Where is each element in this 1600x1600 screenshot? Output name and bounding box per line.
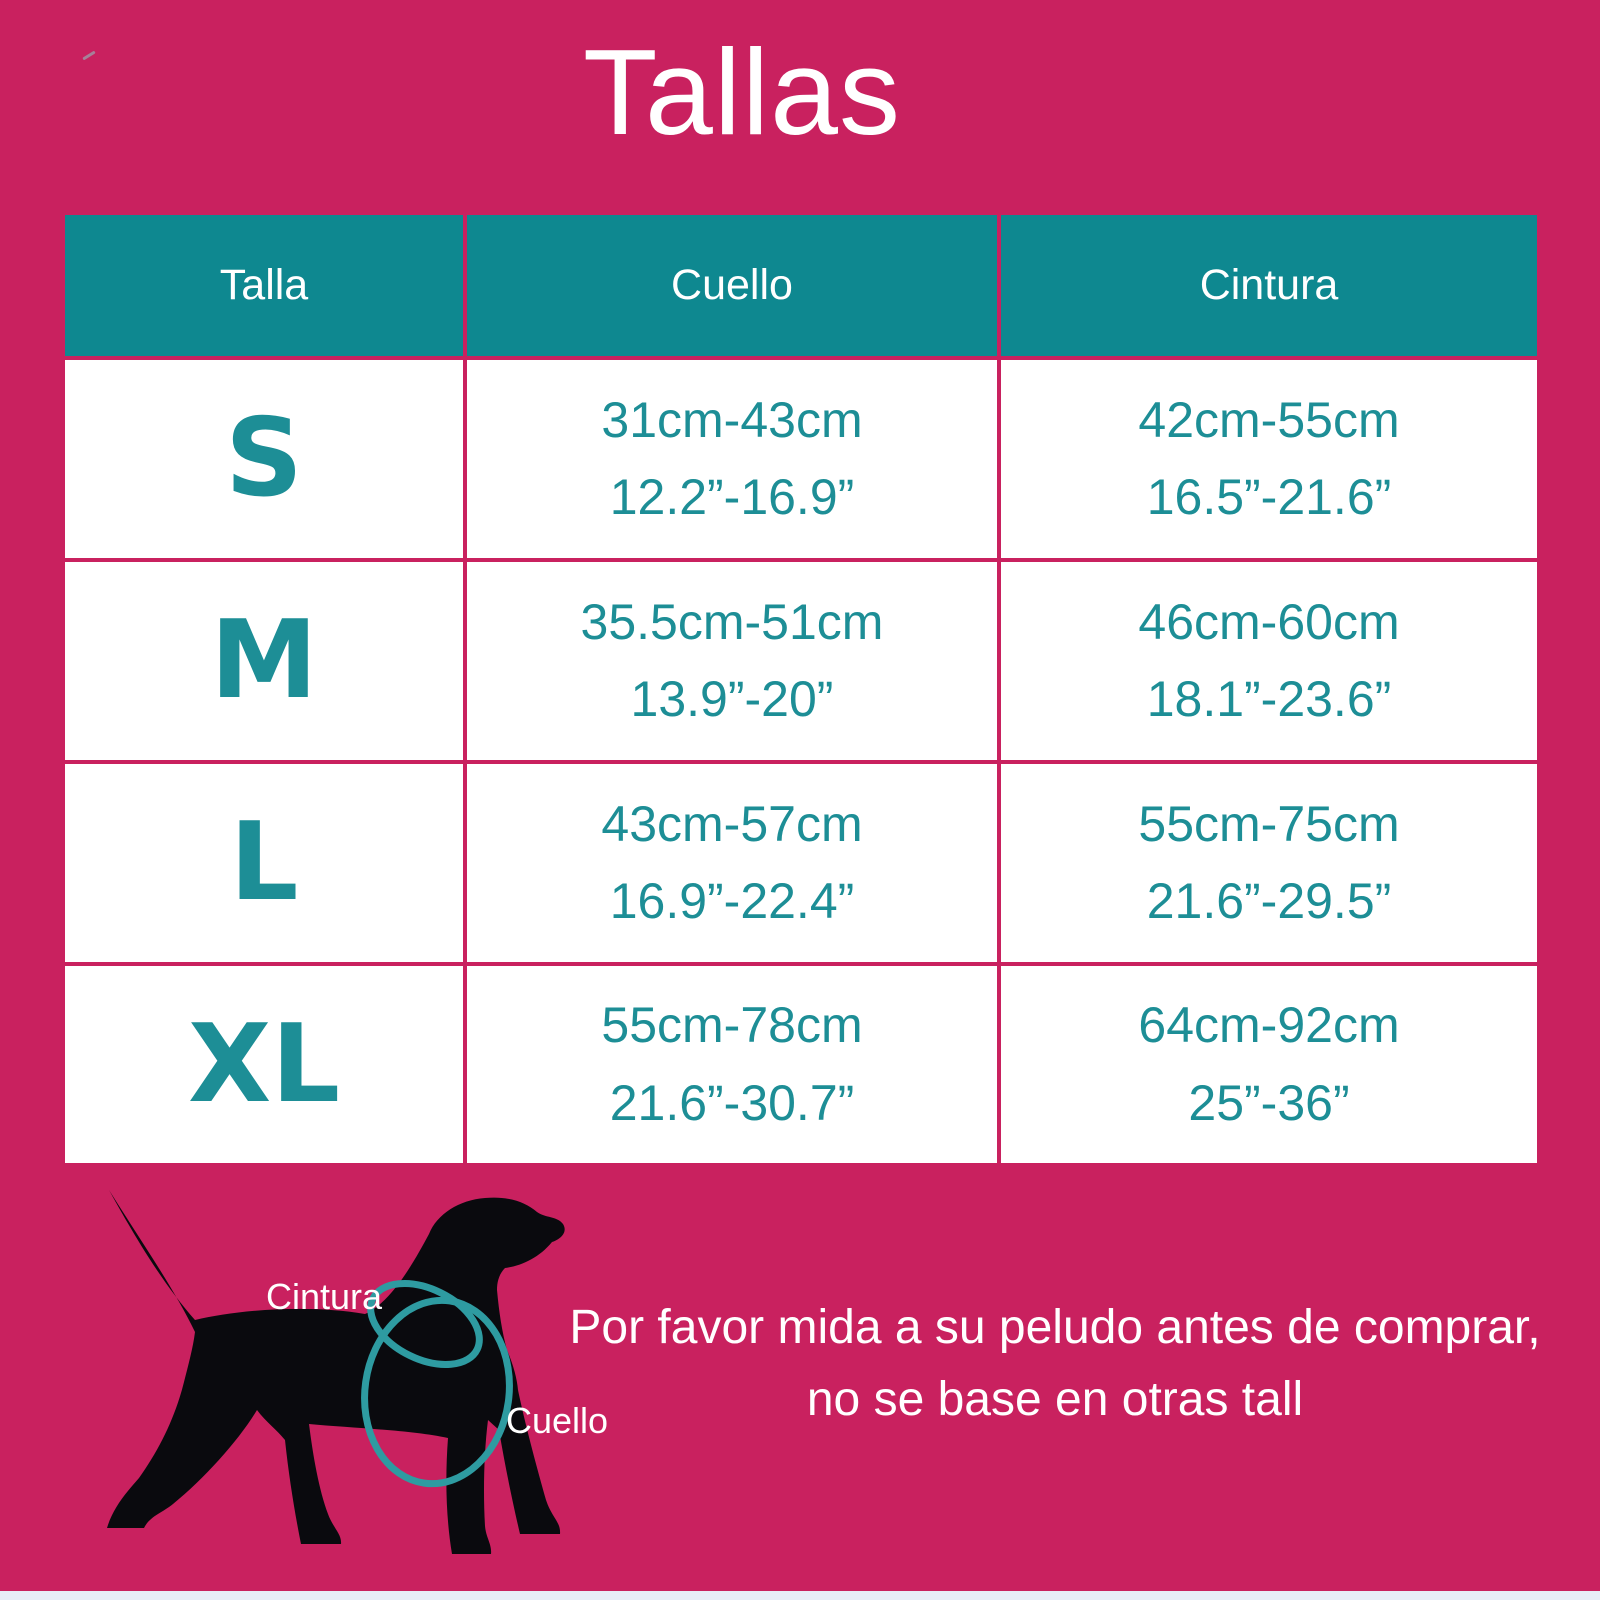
cuello-in-value: 16.9”-22.4” bbox=[609, 873, 855, 929]
size-letter-xl: XL bbox=[187, 1001, 341, 1127]
size-letter-s: S bbox=[225, 396, 303, 521]
column-header-cuello: Cuello bbox=[467, 215, 997, 356]
column-header-cintura: Cintura bbox=[1001, 215, 1537, 356]
table-row-s-cintura-cell bbox=[1001, 360, 1537, 558]
table-row-m-cuello-cell bbox=[467, 562, 997, 760]
table-row-l-cuello-cell bbox=[467, 764, 997, 962]
table-row-l-size-cell bbox=[65, 764, 463, 962]
size-letter-l: L bbox=[229, 800, 299, 925]
dog-silhouette bbox=[107, 1190, 565, 1554]
cuello-cm-value: 55cm-78cm bbox=[601, 997, 863, 1053]
size-letter-m: M bbox=[210, 598, 318, 723]
table-row-s-size-cell bbox=[65, 360, 463, 558]
cintura-in-value: 16.5”-21.6” bbox=[1146, 469, 1392, 525]
cintura-in-value: 18.1”-23.6” bbox=[1146, 671, 1392, 727]
neck-label: Cuello bbox=[506, 1400, 609, 1441]
table-row-l-cintura-cell bbox=[1001, 764, 1537, 962]
cuello-in-value: 21.6”-30.7” bbox=[609, 1074, 855, 1131]
table-row-s-cuello-cell bbox=[467, 360, 997, 558]
table-row-xl-cuello-cell bbox=[467, 966, 997, 1163]
cintura-cm-value: 64cm-92cm bbox=[1138, 997, 1400, 1053]
cintura-cm-value: 46cm-60cm bbox=[1138, 593, 1400, 650]
table-row-m-size-cell bbox=[65, 562, 463, 760]
waist-label: Cintura bbox=[266, 1276, 383, 1317]
cintura-cm-value: 55cm-75cm bbox=[1138, 795, 1400, 852]
cintura-in-value: 21.6”-29.5” bbox=[1146, 873, 1392, 929]
table-row-xl-size-cell bbox=[65, 966, 463, 1163]
cintura-in-value: 25”-36” bbox=[1188, 1074, 1350, 1131]
advice-line-2: no se base en otras tall bbox=[806, 1373, 1304, 1426]
cuello-cm-value: 43cm-57cm bbox=[601, 795, 863, 852]
bottom-edge-strip bbox=[0, 1591, 1600, 1600]
cintura-cm-value: 42cm-55cm bbox=[1138, 391, 1400, 448]
page-title: Tallas bbox=[583, 24, 901, 160]
measure-advice-note bbox=[520, 1292, 1590, 1436]
table-row-xl-cintura-cell bbox=[1001, 966, 1537, 1163]
cuello-cm-value: 35.5cm-51cm bbox=[580, 593, 884, 650]
cuello-in-value: 12.2”-16.9” bbox=[609, 469, 855, 525]
table-row-m-cintura-cell bbox=[1001, 562, 1537, 760]
size-table bbox=[65, 215, 1537, 1163]
column-header-talla: Talla bbox=[65, 215, 463, 356]
cuello-in-value: 13.9”-20” bbox=[630, 671, 834, 727]
cuello-cm-value: 31cm-43cm bbox=[601, 391, 863, 448]
advice-line-1: Por favor mida a su peludo antes de comprar, bbox=[569, 1301, 1541, 1354]
